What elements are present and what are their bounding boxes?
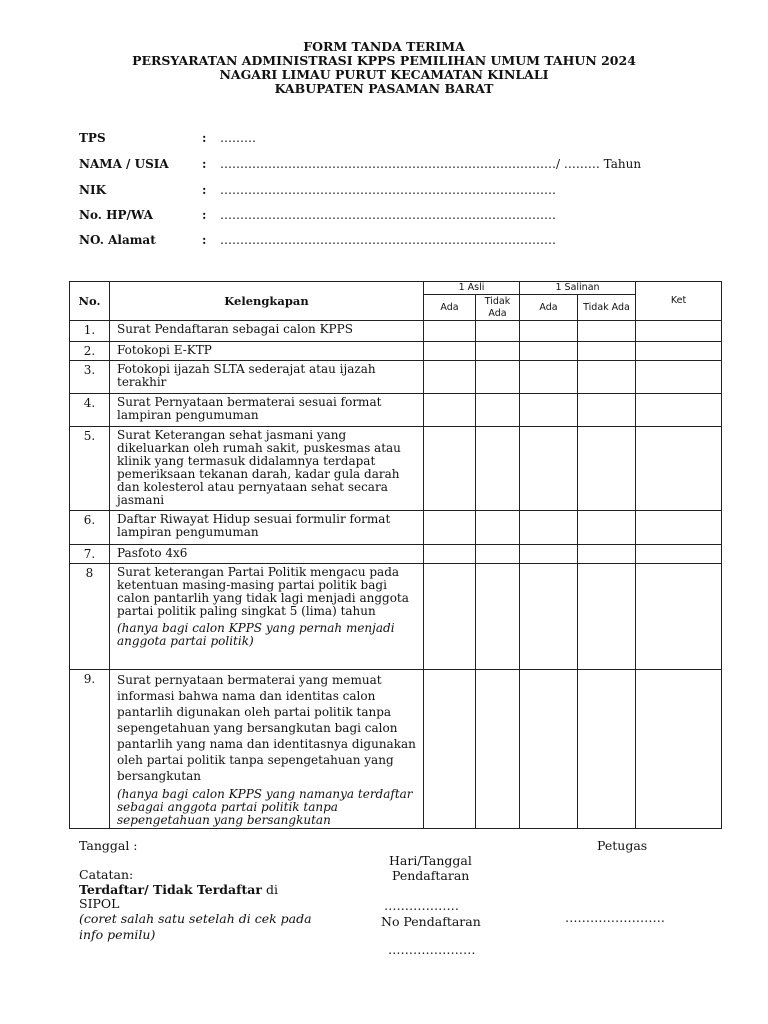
row-number: 7. bbox=[70, 545, 110, 564]
field-label-alamat: NO. Alamat bbox=[79, 233, 156, 247]
row-requirement bbox=[110, 361, 424, 394]
requirement-text: Surat Pendaftaran sebagai calon KPPS bbox=[117, 322, 353, 336]
check-cell[interactable] bbox=[476, 511, 520, 545]
check-cell[interactable] bbox=[424, 394, 476, 427]
requirement-text: Surat Pernyataan bermaterai sesuai format lampiran pengumuman bbox=[117, 395, 382, 422]
check-cell[interactable] bbox=[476, 394, 520, 427]
check-cell[interactable] bbox=[520, 394, 578, 427]
requirement-note: (hanya bagi calon KPPS yang namanya terdaftar sebagai anggota partai politik tanpa sepengetahuan yang bersangkutan bbox=[117, 787, 413, 827]
header-kelengkapan: Kelengkapan bbox=[110, 282, 424, 321]
table-row bbox=[70, 361, 722, 394]
field-value-alamat[interactable]: ………………………………………………………………………… bbox=[220, 233, 556, 247]
tanggal-dots[interactable]: ……………… bbox=[384, 898, 459, 913]
row-number: 2. bbox=[70, 342, 110, 361]
check-cell[interactable] bbox=[476, 321, 520, 342]
check-cell[interactable] bbox=[424, 427, 476, 511]
check-cell[interactable] bbox=[520, 545, 578, 564]
requirement-text: Daftar Riwayat Hidup sesuai formulir format lampiran pengumuman bbox=[117, 512, 391, 539]
check-cell[interactable] bbox=[520, 670, 578, 829]
ket-cell[interactable] bbox=[636, 545, 722, 564]
requirement-text: Surat pernyataan bermaterai yang memuat informasi bahwa nama dan identitas calon pantarlih digunakan oleh partai politik tanpa sepengetahuan yang bersangkutan bagi calon pantarlih yang nama dan identitasnya digunakan oleh partai politik tanpa sepengetahuan yang bersangkutan bbox=[117, 673, 416, 783]
ket-cell[interactable] bbox=[636, 564, 722, 670]
field-colon: : bbox=[202, 157, 207, 171]
check-cell[interactable] bbox=[578, 394, 636, 427]
check-cell[interactable] bbox=[578, 545, 636, 564]
ket-cell[interactable] bbox=[636, 321, 722, 342]
row-requirement bbox=[110, 564, 424, 670]
check-cell[interactable] bbox=[424, 545, 476, 564]
check-cell[interactable] bbox=[578, 342, 636, 361]
check-cell[interactable] bbox=[476, 564, 520, 670]
check-cell[interactable] bbox=[578, 361, 636, 394]
check-cell[interactable] bbox=[520, 427, 578, 511]
row-number: 5. bbox=[70, 427, 110, 511]
check-cell[interactable] bbox=[520, 361, 578, 394]
field-value-nik[interactable]: ………………………………………………………………………… bbox=[220, 183, 556, 197]
row-requirement bbox=[110, 342, 424, 361]
check-cell[interactable] bbox=[520, 321, 578, 342]
row-requirement bbox=[110, 511, 424, 545]
header-asli-tidak-ada: Tidak Ada bbox=[476, 295, 520, 321]
check-cell[interactable] bbox=[476, 427, 520, 511]
ket-cell[interactable] bbox=[636, 511, 722, 545]
row-number: 4. bbox=[70, 394, 110, 427]
check-cell[interactable] bbox=[578, 511, 636, 545]
field-colon: : bbox=[202, 131, 207, 145]
ket-cell[interactable] bbox=[636, 427, 722, 511]
table-row bbox=[70, 670, 722, 829]
field-label-hp-wa: No. HP/WA bbox=[79, 208, 153, 222]
coret-note: (coret salah satu setelah di cek pada info pemilu) bbox=[79, 911, 312, 942]
form-title: FORM TANDA TERIMA bbox=[303, 39, 465, 54]
row-number: 1. bbox=[70, 321, 110, 342]
requirement-text: Fotokopi ijazah SLTA sederajat atau ijazah terakhir bbox=[117, 362, 376, 389]
table-row bbox=[70, 427, 722, 511]
check-cell[interactable] bbox=[476, 670, 520, 829]
field-label-nik: NIK bbox=[79, 183, 107, 197]
check-cell[interactable] bbox=[424, 670, 476, 829]
tanggal-label: Tanggal : bbox=[79, 838, 138, 853]
row-number: 3. bbox=[70, 361, 110, 394]
row-number: 9. bbox=[70, 670, 110, 829]
check-cell[interactable] bbox=[424, 511, 476, 545]
check-cell[interactable] bbox=[424, 361, 476, 394]
sipol-label: SIPOL bbox=[79, 896, 120, 911]
requirement-text: Fotokopi E-KTP bbox=[117, 343, 212, 357]
header-no: No. bbox=[70, 282, 110, 321]
requirement-text: Surat keterangan Partai Politik mengacu pada ketentuan masing-masing partai politik bagi calon pantarlih yang tidak lagi menjadi anggota partai politik paling singkat 5 (lima) tahun bbox=[117, 565, 409, 618]
field-value-hp-wa[interactable]: ………………………………………………………………………… bbox=[220, 208, 556, 222]
check-cell[interactable] bbox=[578, 564, 636, 670]
ket-cell[interactable] bbox=[636, 361, 722, 394]
hari-tanggal-label: Hari/Tanggal bbox=[389, 853, 472, 868]
ket-cell[interactable] bbox=[636, 342, 722, 361]
check-cell[interactable] bbox=[424, 321, 476, 342]
header-asli-ada: Ada bbox=[424, 295, 476, 321]
table-row bbox=[70, 511, 722, 545]
ket-cell[interactable] bbox=[636, 394, 722, 427]
requirements-table bbox=[69, 281, 722, 829]
requirement-text: Pasfoto 4x6 bbox=[117, 546, 188, 560]
header-salinan-tidak-ada: Tidak Ada bbox=[578, 295, 636, 321]
row-requirement bbox=[110, 394, 424, 427]
field-label-nama-usia: NAMA / USIA bbox=[79, 157, 169, 171]
field-colon: : bbox=[202, 183, 207, 197]
form-location: NAGARI LIMAU PURUT KECAMATAN KINLALI bbox=[219, 67, 549, 82]
di-text: di bbox=[261, 882, 278, 897]
table-row bbox=[70, 564, 722, 670]
pendaftaran-label: Pendaftaran bbox=[392, 868, 470, 883]
table-row bbox=[70, 394, 722, 427]
check-cell[interactable] bbox=[476, 361, 520, 394]
field-value-nama-usia[interactable]: …………………………………………………………………………/ ……… Tahun bbox=[220, 157, 642, 171]
terdaftar-text: Terdaftar/ Tidak Terdaftar bbox=[79, 882, 262, 897]
header-ket: Ket bbox=[636, 282, 722, 321]
check-cell[interactable] bbox=[424, 564, 476, 670]
petugas-label: Petugas bbox=[597, 838, 648, 853]
requirement-text: Surat Keterangan sehat jasmani yang dikeluarkan oleh rumah sakit, puskesmas atau klinik yang termasuk didalamnya terdapat pemeriksaan tekanan darah, kadar gula darah dan kolesterol atau pernyataan sehat secara jasmani bbox=[117, 428, 401, 507]
check-cell[interactable] bbox=[520, 564, 578, 670]
header-salinan-ada: Ada bbox=[520, 295, 578, 321]
row-requirement bbox=[110, 321, 424, 342]
no-pendaftaran-label: No Pendaftaran bbox=[381, 914, 481, 929]
check-cell[interactable] bbox=[520, 342, 578, 361]
check-cell[interactable] bbox=[476, 545, 520, 564]
row-number: 8 bbox=[70, 564, 110, 670]
field-value-tps[interactable]: ……… bbox=[220, 131, 256, 145]
form-regency: KABUPATEN PASAMAN BARAT bbox=[274, 81, 494, 96]
check-cell[interactable] bbox=[578, 321, 636, 342]
form-subtitle: PERSYARATAN ADMINISTRASI KPPS PEMILIHAN UMUM TAHUN 2024 bbox=[132, 53, 636, 68]
field-label-tps: TPS bbox=[79, 131, 106, 145]
table-row bbox=[70, 321, 722, 342]
requirement-note: (hanya bagi calon KPPS yang pernah menjadi anggota partai politik) bbox=[117, 621, 395, 648]
field-colon: : bbox=[202, 233, 207, 247]
row-number: 6. bbox=[70, 511, 110, 545]
catatan-label: Catatan: bbox=[79, 867, 134, 882]
field-colon: : bbox=[202, 208, 207, 222]
row-requirement bbox=[110, 670, 424, 829]
row-requirement bbox=[110, 427, 424, 511]
table-row bbox=[70, 545, 722, 564]
check-cell[interactable] bbox=[424, 342, 476, 361]
row-requirement bbox=[110, 545, 424, 564]
check-cell[interactable] bbox=[578, 670, 636, 829]
header-asli: 1 Asli bbox=[424, 282, 520, 295]
check-cell[interactable] bbox=[520, 511, 578, 545]
ket-cell[interactable] bbox=[636, 670, 722, 829]
check-cell[interactable] bbox=[578, 427, 636, 511]
check-cell[interactable] bbox=[476, 342, 520, 361]
no-pendaftaran-dots[interactable]: ………………… bbox=[388, 942, 476, 957]
table-row bbox=[70, 342, 722, 361]
petugas-signature-dots[interactable]: …………………… bbox=[565, 910, 665, 925]
header-salinan: 1 Salinan bbox=[520, 282, 636, 295]
